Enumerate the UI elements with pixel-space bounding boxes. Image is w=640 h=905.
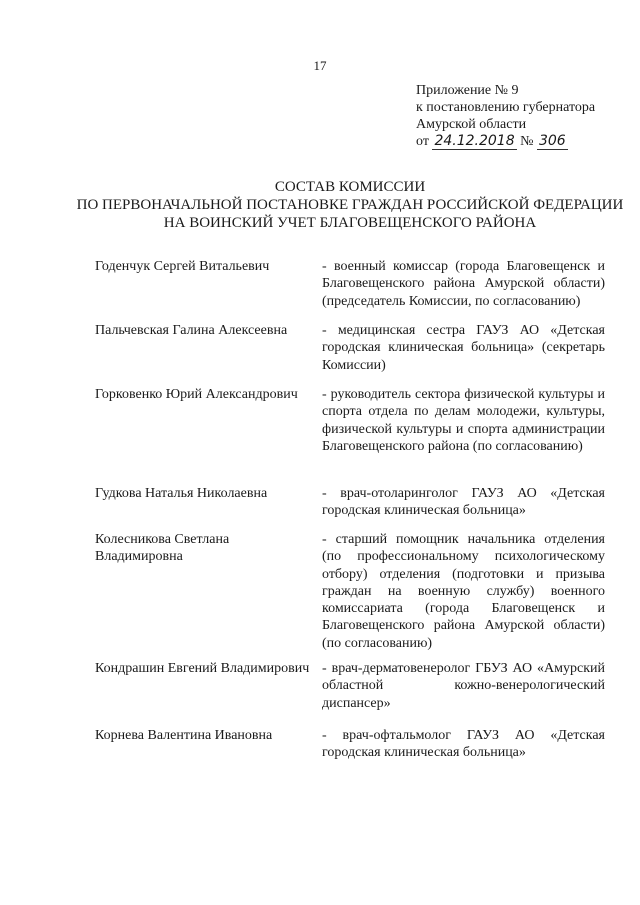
page-number: 17 [313,58,327,73]
appendix-line-3: Амурской области [416,117,527,132]
title-line-2: ПО ПЕРВОНАЧАЛЬНОЙ ПОСТАНОВКЕ ГРАЖДАН РОССИЙСКОЙ ФЕДЕРАЦИИ [76,197,624,213]
member-name: Кондрашин Евгений Владимирович [95,661,310,676]
member-name: Корнева Валентина Ивановна [95,728,273,743]
member-description: - старший помощник начальника отделения (по профессиональному психологическому отбору) отделения (подготовки и призыва граждан на военную службу) военного комиссариата (города Благовещенск и Благовещенского района Амурской области) (по согласованию) [322,532,605,651]
handwritten-date: 24.12.2018 [434,133,515,149]
member-name: Колесникова Светлана Владимировна [95,532,230,565]
handwritten-number: 306 [538,133,566,149]
member-description: - медицинская сестра ГАУЗ АО «Детская городская клиническая больница» (секретарь Комиссии) [322,323,605,373]
member-description: - врач-офтальмолог ГАУЗ АО «Детская городская клиническая больница» [322,728,605,761]
appendix-date-line [416,133,595,150]
member-description: - врач-отоларинголог ГАУЗ АО «Детская городская клиническая больница» [322,486,605,519]
number-label: № [520,134,534,149]
from-label: от [416,134,429,149]
document-title [60,178,640,232]
title-line-3: НА ВОИНСКИЙ УЧЕТ БЛАГОВЕЩЕНСКОГО РАЙОНА [163,215,537,231]
title-line-1: СОСТАВ КОМИССИИ [274,179,426,195]
appendix-line-1: Приложение № 9 [416,83,519,98]
member-name: Пальчевская Галина Алексеевна [95,323,288,338]
appendix-line-2: к постановлению губернатора [416,100,596,115]
member-description: - военный комиссар (города Благовещенск и Благовещенского района Амурской области) (председатель Комиссии, по согласованию) [322,259,605,309]
member-name: Годенчук Сергей Витальевич [95,259,270,274]
member-name: Горковенко Юрий Александрович [95,387,298,402]
member-name: Гудкова Наталья Николаевна [95,486,268,501]
appendix-block [416,82,595,150]
member-description: - врач-дерматовенеролог ГБУЗ АО «Амурский областной кожно-венерологический диспансер» [322,661,605,711]
member-description: - руководитель сектора физической культуры и спорта отдела по делам молодежи, культуры, физической культуры и спорта администрации Благовещенского района (по согласованию) [322,387,605,454]
